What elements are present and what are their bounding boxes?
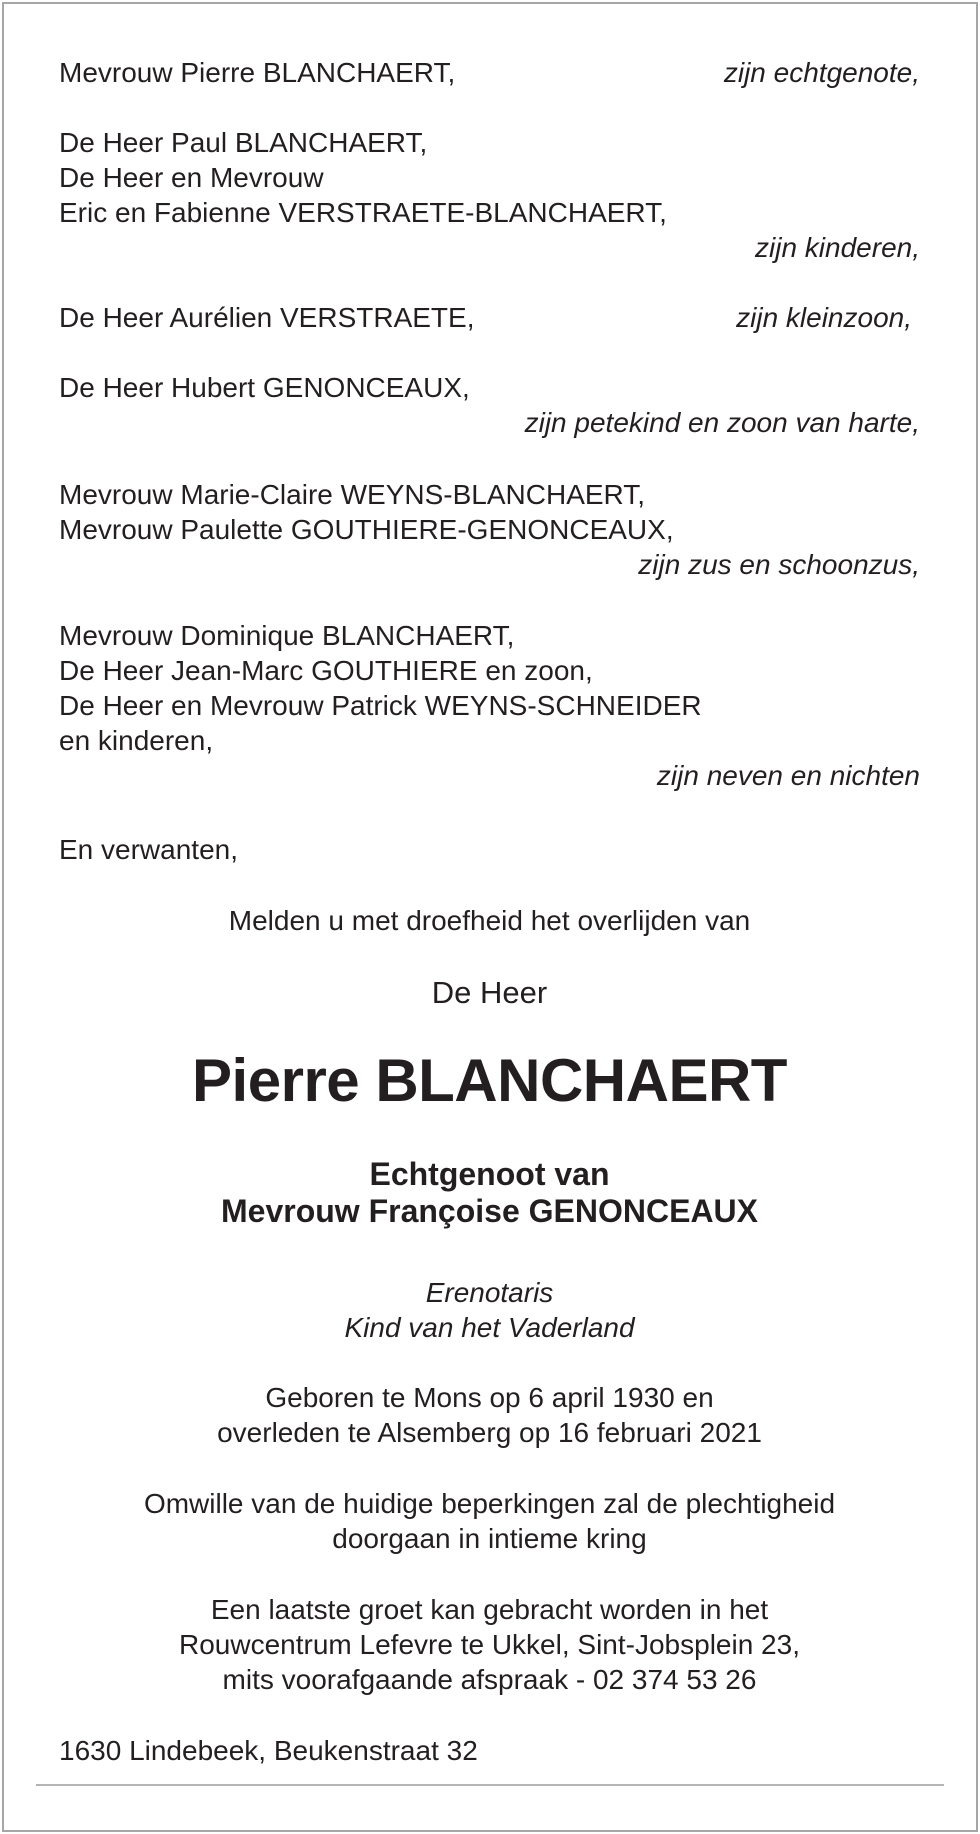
farewell-line: Een laatste groet kan gebracht worden in het <box>210 1594 769 1625</box>
intro-text: Melden u met droefheid het overlijden van <box>228 905 751 936</box>
child-name: Eric en Fabienne VERSTRAETE-BLANCHAERT, <box>59 197 667 228</box>
address: 1630 Lindebeek, Beukenstraat 32 <box>59 1735 478 1766</box>
ceremony-line: doorgaan in intieme kring <box>332 1523 647 1554</box>
birth-death-line: Geboren te Mons op 6 april 1930 en <box>265 1382 714 1413</box>
deceased-name: Pierre BLANCHAERT <box>192 1047 787 1114</box>
child-name: De Heer Paul BLANCHAERT, <box>59 127 428 158</box>
godchild-relation: zijn petekind en zoon van harte, <box>524 407 920 438</box>
sisters-block <box>59 477 920 582</box>
grandson-relation: zijn kleinzoon, <box>736 302 912 333</box>
sister-name: Mevrouw Marie-Claire WEYNS-BLANCHAERT, <box>59 479 646 510</box>
spouse-relation: zijn echtgenote, <box>723 57 920 88</box>
cousin-name: Mevrouw Dominique BLANCHAERT, <box>59 620 515 651</box>
sister-name: Mevrouw Paulette GOUTHIERE-GENONCEAUX, <box>59 514 674 545</box>
cousin-name: De Heer en Mevrouw Patrick WEYNS-SCHNEIDER <box>59 690 702 721</box>
birth-death-line: overleden te Alsemberg op 16 februari 2021 <box>217 1417 762 1448</box>
title-line: Kind van het Vaderland <box>344 1312 635 1343</box>
farewell-block <box>59 1592 920 1697</box>
ceremony-line: Omwille van de huidige beperkingen zal de plechtigheid <box>143 1488 836 1519</box>
honorific-block <box>59 975 920 1010</box>
spouse-name: Mevrouw Pierre BLANCHAERT, <box>59 57 456 88</box>
godchild-block <box>59 370 920 440</box>
relatives-text: En verwanten, <box>59 834 238 865</box>
farewell-line: mits voorafgaande afspraak - 02 374 53 26 <box>222 1664 757 1695</box>
godchild-name: De Heer Hubert GENONCEAUX, <box>59 372 470 403</box>
children-relation: zijn kinderen, <box>755 232 920 263</box>
deceased-block <box>59 1046 920 1116</box>
child-name: De Heer en Mevrouw <box>59 162 324 193</box>
ceremony-block <box>59 1486 920 1556</box>
cousins-relation: zijn neven en nichten <box>656 760 920 791</box>
children-block <box>59 125 920 265</box>
birth-death-block <box>59 1380 920 1450</box>
spouse-block <box>59 55 920 90</box>
honorific: De Heer <box>431 975 548 1010</box>
sisters-relation: zijn zus en schoonzus, <box>638 549 920 580</box>
relatives-block <box>59 832 920 867</box>
grandson-block <box>59 300 920 335</box>
spouse-line: Mevrouw Françoise GENONCEAUX <box>221 1193 758 1229</box>
titles-block <box>59 1275 920 1345</box>
cousin-name: en kinderen, <box>59 725 214 756</box>
intro-block <box>59 903 920 938</box>
bottom-divider <box>36 1784 944 1786</box>
farewell-line: Rouwcentrum Lefevre te Ukkel, Sint-Jobsplein 23, <box>179 1629 800 1660</box>
cousins-block <box>59 618 920 793</box>
title-line: Erenotaris <box>425 1277 554 1308</box>
address-block <box>59 1733 920 1768</box>
cousin-name: De Heer Jean-Marc GOUTHIERE en zoon, <box>59 655 593 686</box>
spouse-line: Echtgenoot van <box>369 1156 610 1192</box>
spouse-of-block <box>59 1156 920 1230</box>
grandson-name: De Heer Aurélien VERSTRAETE, <box>59 302 475 333</box>
